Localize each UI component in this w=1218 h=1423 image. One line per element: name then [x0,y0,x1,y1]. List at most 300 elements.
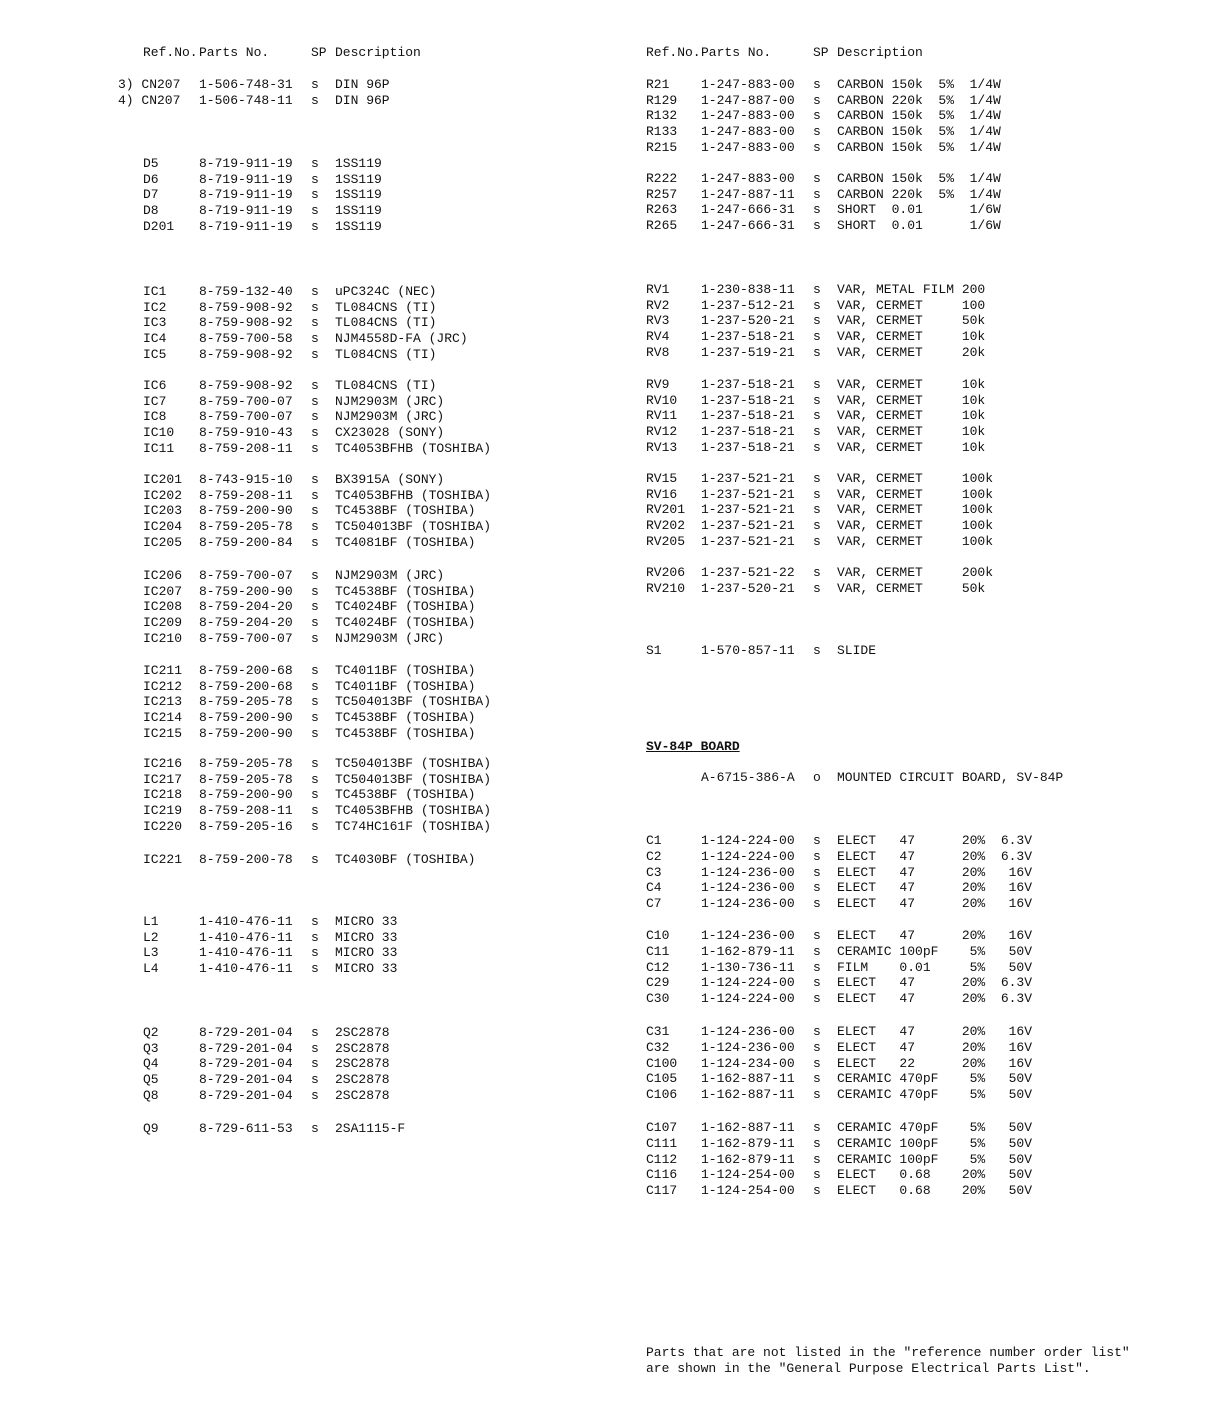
description: VAR, METAL FILM 200 [837,282,986,297]
sp: s [311,615,319,631]
parts-row [0,880,1218,896]
parts-row [0,1120,1218,1136]
ref-no: IC7 [143,393,167,409]
part-no: Parts No. [701,45,772,60]
ref-no: R215 [646,139,678,155]
description: VAR, CERMET 10k [837,439,986,455]
description: ELECT 47 20% 6.3V [837,991,1033,1007]
sp: s [813,1135,821,1151]
part-no: 8-719-911-19 [199,187,293,203]
part-no: 1-162-879-11 [701,943,795,959]
ref-no: IC202 [143,487,183,503]
ref-no: IC216 [143,756,183,771]
sp: s [311,929,319,945]
part-no: 1-237-521-21 [701,502,795,518]
sp: s [311,583,319,599]
part-no: 1-247-887-00 [701,92,795,108]
ref-no: IC211 [143,663,183,678]
parts-row [0,615,1218,631]
ref-no: C100 [646,1055,678,1071]
ref-no: C31 [646,1024,670,1039]
ref-no: RV2 [646,297,670,313]
description: NJM2903M (JRC) [335,393,445,409]
description: TC4538BF (TOSHIBA) [335,710,476,726]
sp: s [813,139,821,155]
sp: s [311,771,319,787]
sp: s [813,313,821,329]
ref-no: IC220 [143,818,183,834]
part-no: 8-719-911-19 [199,171,293,187]
description: VAR, CERMET 100 [837,297,986,313]
part-no: 1-124-236-00 [701,896,795,912]
sp: s [311,487,319,503]
ref-no: RV3 [646,313,670,329]
description: TC504013BF (TOSHIBA) [335,519,492,535]
sp: s [813,975,821,991]
parts-row [0,345,1218,361]
part-no: 1-124-224-00 [701,848,795,864]
ref-no: C112 [646,1151,678,1167]
ref-no: RV16 [646,486,678,502]
part-no: 1-237-518-21 [701,408,795,424]
description: ELECT 0.68 20% 50V [837,1167,1033,1183]
part-no: 1-237-520-21 [701,313,795,329]
description: BX3915A (SONY) [335,472,445,487]
ref-no: IC219 [143,803,183,819]
part-no: 1-124-254-00 [701,1183,795,1199]
description: 1SS119 [335,218,382,234]
part-no: 1-162-887-11 [701,1120,795,1135]
description: uPC324C (NEC) [335,284,437,299]
parts-row [0,803,1218,819]
ref-no: R129 [646,92,678,108]
part-no: 1-162-879-11 [701,1135,795,1151]
description: TC4538BF (TOSHIBA) [335,725,476,741]
ref-no: Ref.No. [143,45,198,60]
sp: s [813,502,821,518]
part-no: 8-759-205-78 [199,694,293,710]
part-no: 8-759-910-43 [199,425,293,441]
sp: s [311,852,319,867]
ref-no: RV8 [646,344,670,360]
description: DIN 96P [335,92,390,108]
description: CARBON 220k 5% 1/4W [837,186,1001,202]
parts-row [0,960,1218,976]
part-no: 8-759-208-11 [199,803,293,819]
ref-no: RV10 [646,392,678,408]
sp: s [813,1151,821,1167]
parts-row [0,487,1218,503]
parts-row [0,663,1218,679]
description: TL084CNS (TI) [335,378,437,393]
ref-no: R257 [646,186,678,202]
parts-row [0,944,1218,960]
sp: s [311,961,319,977]
ref-no: C12 [646,959,670,975]
ref-no: C2 [646,848,662,864]
description: 1SS119 [335,156,382,171]
description: MICRO 33 [335,961,398,977]
sp: s [813,377,821,392]
description: TL084CNS (TI) [335,315,437,331]
sp: s [311,1056,319,1072]
parts-row [0,282,1218,298]
sp: s [813,959,821,975]
parts-row [0,502,1218,518]
description: TC4011BF (TOSHIBA) [335,663,476,678]
sp: s [813,1120,821,1135]
description: Description [837,45,923,60]
parts-row [0,1152,1218,1168]
sp: s [813,833,821,848]
sp: s [813,282,821,297]
parts-row [0,202,1218,218]
part-no: 1-124-236-00 [701,928,795,943]
part-no: 1-237-518-21 [701,329,795,345]
description: VAR, CERMET 100k [837,486,994,502]
description: VAR, CERMET 100k [837,471,994,486]
sp: s [311,284,319,299]
sp: o [813,770,821,785]
ref-no: C10 [646,928,670,943]
part-no: 8-759-200-78 [199,852,293,867]
description: TC4011BF (TOSHIBA) [335,678,476,694]
parts-row [0,471,1218,487]
sp: s [311,77,319,92]
sp: s [813,329,821,345]
sp: s [813,171,821,186]
description: 2SC2878 [335,1040,390,1056]
sp: s [311,694,319,710]
part-no: 8-759-200-90 [199,725,293,741]
part-no: 1-124-236-00 [701,1039,795,1055]
sp: s [813,1071,821,1087]
part-no: 1-237-518-21 [701,424,795,440]
description: TL084CNS (TI) [335,346,437,362]
part-no: 8-729-201-04 [199,1040,293,1056]
sp: s [311,409,319,425]
part-no: 8-759-700-07 [199,630,293,646]
ref-no: IC210 [143,630,183,646]
part-no: 1-237-521-21 [701,533,795,549]
sp: s [311,1025,319,1040]
part-no: 1-124-224-00 [701,833,795,848]
description: ELECT 47 20% 16V [837,864,1033,880]
sp: s [311,203,319,219]
parts-row [0,1136,1218,1152]
ref-no: RV202 [646,518,686,534]
description: TC4053BFHB (TOSHIBA) [335,803,492,819]
description: FILM 0.01 5% 50V [837,959,1033,975]
description: TL084CNS (TI) [335,299,437,315]
parts-row [0,694,1218,710]
sp: s [311,663,319,678]
part-no: 8-729-611-53 [199,1121,293,1136]
description: CARBON 150k 5% 1/4W [837,171,1001,186]
ref-no: C32 [646,1039,670,1055]
part-no: 1-124-236-00 [701,880,795,896]
ref-no: IC11 [143,440,175,456]
part-no: 1-247-883-00 [701,124,795,140]
description: CERAMIC 470pF 5% 50V [837,1120,1033,1135]
parts-row [0,928,1218,944]
part-no: 8-759-205-78 [199,756,293,771]
sp: s [311,156,319,171]
description: CERAMIC 100pF 5% 50V [837,943,1033,959]
description: TC4024BF (TOSHIBA) [335,599,476,615]
description: VAR, CERMET 10k [837,377,986,392]
sp: s [311,1072,319,1088]
ref-no: IC203 [143,503,183,519]
sp: s [311,803,319,819]
description: NJM4558D-FA (JRC) [335,331,468,347]
part-no: 1-237-518-21 [701,377,795,392]
description: TC504013BF (TOSHIBA) [335,694,492,710]
sp: s [813,124,821,140]
description: ELECT 47 20% 6.3V [837,848,1033,864]
parts-row [0,787,1218,803]
sp: s [311,299,319,315]
description: TC4081BF (TOSHIBA) [335,534,476,550]
part-no: 8-759-700-07 [199,393,293,409]
description: CARBON 150k 5% 1/4W [837,124,1001,140]
description: 2SC2878 [335,1087,390,1103]
part-no: 8-759-132-40 [199,284,293,299]
parts-row [0,393,1218,409]
part-no: 8-729-201-04 [199,1087,293,1103]
sp: s [311,315,319,331]
right-header [0,45,1218,61]
ref-no: R222 [646,171,678,186]
ref-no: R263 [646,202,678,218]
sp: s [813,880,821,896]
part-no: 8-759-200-90 [199,583,293,599]
sp: s [311,378,319,393]
parts-row [0,424,1218,440]
ref-no: IC204 [143,519,183,535]
part-no: 8-759-204-20 [199,599,293,615]
description: MOUNTED CIRCUIT BOARD, SV-84P [837,770,1064,785]
description: ELECT 47 20% 16V [837,928,1033,943]
description: Description [335,45,421,60]
parts-row [0,581,1218,597]
part-no: 8-759-200-68 [199,663,293,678]
sp: s [813,1024,821,1039]
part-no: 8-759-908-92 [199,299,293,315]
sp: s [311,630,319,646]
ref-no: IC5 [143,346,167,362]
sp: s [813,1167,821,1183]
sp: s [311,534,319,550]
part-no: 1-410-476-11 [199,945,293,961]
description: CERAMIC 470pF 5% 50V [837,1087,1033,1103]
parts-row [0,896,1218,912]
part-no: 8-719-911-19 [199,218,293,234]
sp: s [311,218,319,234]
sp: s [311,678,319,694]
ref-no: Q3 [143,1040,159,1056]
parts-row [0,849,1218,865]
sp: SP [813,45,829,60]
ref-no: C106 [646,1087,678,1103]
parts-row [0,975,1218,991]
part-no: 1-237-521-21 [701,486,795,502]
description: TC4053BFHB (TOSHIBA) [335,487,492,503]
ref-no: IC213 [143,694,183,710]
part-no: 8-729-201-04 [199,1025,293,1040]
ref-no: IC205 [143,534,183,550]
description: 2SA1115-F [335,1121,406,1136]
parts-row [0,865,1218,881]
description: CERAMIC 470pF 5% 50V [837,1071,1033,1087]
sp: s [813,186,821,202]
ref-no: IC10 [143,425,175,441]
sp: s [813,108,821,124]
part-no: 8-759-208-11 [199,440,293,456]
sp: s [311,171,319,187]
part-no: 8-759-208-11 [199,487,293,503]
parts-row [0,599,1218,615]
description: TC4024BF (TOSHIBA) [335,615,476,631]
description: NJM2903M (JRC) [335,568,445,583]
ref-no: L4 [143,961,159,977]
part-no: 1-247-883-00 [701,108,795,124]
part-no: 1-410-476-11 [199,929,293,945]
description: 2SC2878 [335,1072,390,1088]
part-no: 8-759-908-92 [199,346,293,362]
ref-no: R133 [646,124,678,140]
ref-no: C117 [646,1183,678,1199]
part-no: 8-759-700-07 [199,409,293,425]
parts-row [0,156,1218,172]
description: TC4538BF (TOSHIBA) [335,503,476,519]
ref-no: 4) CN207 [118,92,181,108]
ref-no: S1 [646,643,662,658]
sp: s [311,519,319,535]
ref-no: RV11 [646,408,678,424]
ref-no: Ref.No. [646,45,701,60]
sp: s [311,1087,319,1103]
parts-row [0,408,1218,424]
parts-row [0,1071,1218,1087]
sp: s [311,725,319,741]
description: CARBON 220k 5% 1/4W [837,92,1001,108]
part-no: 1-130-736-11 [701,959,795,975]
footnote-line: are shown in the "General Purpose Electrical Parts List". [646,1361,1091,1376]
ref-no: IC4 [143,331,167,347]
description: VAR, CERMET 20k [837,344,986,360]
sp: s [813,92,821,108]
sp: s [813,344,821,360]
description: 1SS119 [335,203,382,219]
part-no: 8-759-200-90 [199,503,293,519]
ref-no: IC1 [143,284,167,299]
parts-row [0,534,1218,550]
sp: s [813,1087,821,1103]
part-no: 1-124-224-00 [701,991,795,1007]
sp: s [813,991,821,1007]
part-no: 1-237-519-21 [701,344,795,360]
sp: s [813,1183,821,1199]
part-no: 1-124-224-00 [701,975,795,991]
parts-row [0,171,1218,187]
part-no: 8-729-201-04 [199,1056,293,1072]
ref-no: Q8 [143,1087,159,1103]
parts-row [0,643,1218,659]
description: TC4030BF (TOSHIBA) [335,852,476,867]
sp: s [813,943,821,959]
ref-no: IC215 [143,725,183,741]
board-title: SV-84P BOARD [646,739,740,754]
parts-row [0,313,1218,329]
ref-no: R265 [646,218,678,234]
part-no: 8-759-200-68 [199,678,293,694]
part-no: 8-759-205-78 [199,771,293,787]
ref-no: D201 [143,218,175,234]
description: ELECT 47 20% 16V [837,1024,1033,1039]
ref-no: RV201 [646,502,686,518]
part-no: 1-162-887-11 [701,1087,795,1103]
part-no: 8-759-700-07 [199,568,293,583]
sp: s [311,568,319,583]
ref-no: IC218 [143,787,183,803]
part-no: 1-162-887-11 [701,1071,795,1087]
description: VAR, CERMET 10k [837,424,986,440]
description: NJM2903M (JRC) [335,630,445,646]
description: CARBON 150k 5% 1/4W [837,108,1001,124]
sp: s [813,202,821,218]
part-no: 1-247-883-00 [701,77,795,92]
parts-row [0,679,1218,695]
ref-no: C30 [646,991,670,1007]
parts-row [0,329,1218,345]
sp: s [311,914,319,929]
part-no: 1-237-520-21 [701,580,795,596]
part-no: 1-237-521-22 [701,565,795,580]
sp: s [813,218,821,234]
part-no: 1-247-666-31 [701,218,795,234]
description: 2SC2878 [335,1025,390,1040]
ref-no: R132 [646,108,678,124]
sp: s [311,187,319,203]
description: NJM2903M (JRC) [335,409,445,425]
sp: s [813,643,821,658]
description: ELECT 47 20% 16V [837,896,1033,912]
ref-no: RV13 [646,439,678,455]
sp: s [813,518,821,534]
ref-no: C107 [646,1120,678,1135]
ref-no: IC201 [143,472,183,487]
part-no: 1-237-521-21 [701,471,795,486]
ref-no: Q5 [143,1072,159,1088]
part-no: 8-759-200-90 [199,710,293,726]
description: ELECT 47 20% 6.3V [837,833,1033,848]
ref-no: Q9 [143,1121,159,1136]
parts-row [0,140,1218,156]
part-no: 8-759-700-58 [199,331,293,347]
part-no: 8-759-200-90 [199,787,293,803]
description: CERAMIC 100pF 5% 50V [837,1151,1033,1167]
ref-no: RV9 [646,377,670,392]
part-no: 1-237-521-21 [701,518,795,534]
part-no: 1-247-883-00 [701,171,795,186]
parts-row [0,1040,1218,1056]
description: CARBON 150k 5% 1/4W [837,77,1001,92]
description: TC4538BF (TOSHIBA) [335,583,476,599]
sp: s [311,710,319,726]
parts-row [0,298,1218,314]
part-no: 1-237-512-21 [701,297,795,313]
